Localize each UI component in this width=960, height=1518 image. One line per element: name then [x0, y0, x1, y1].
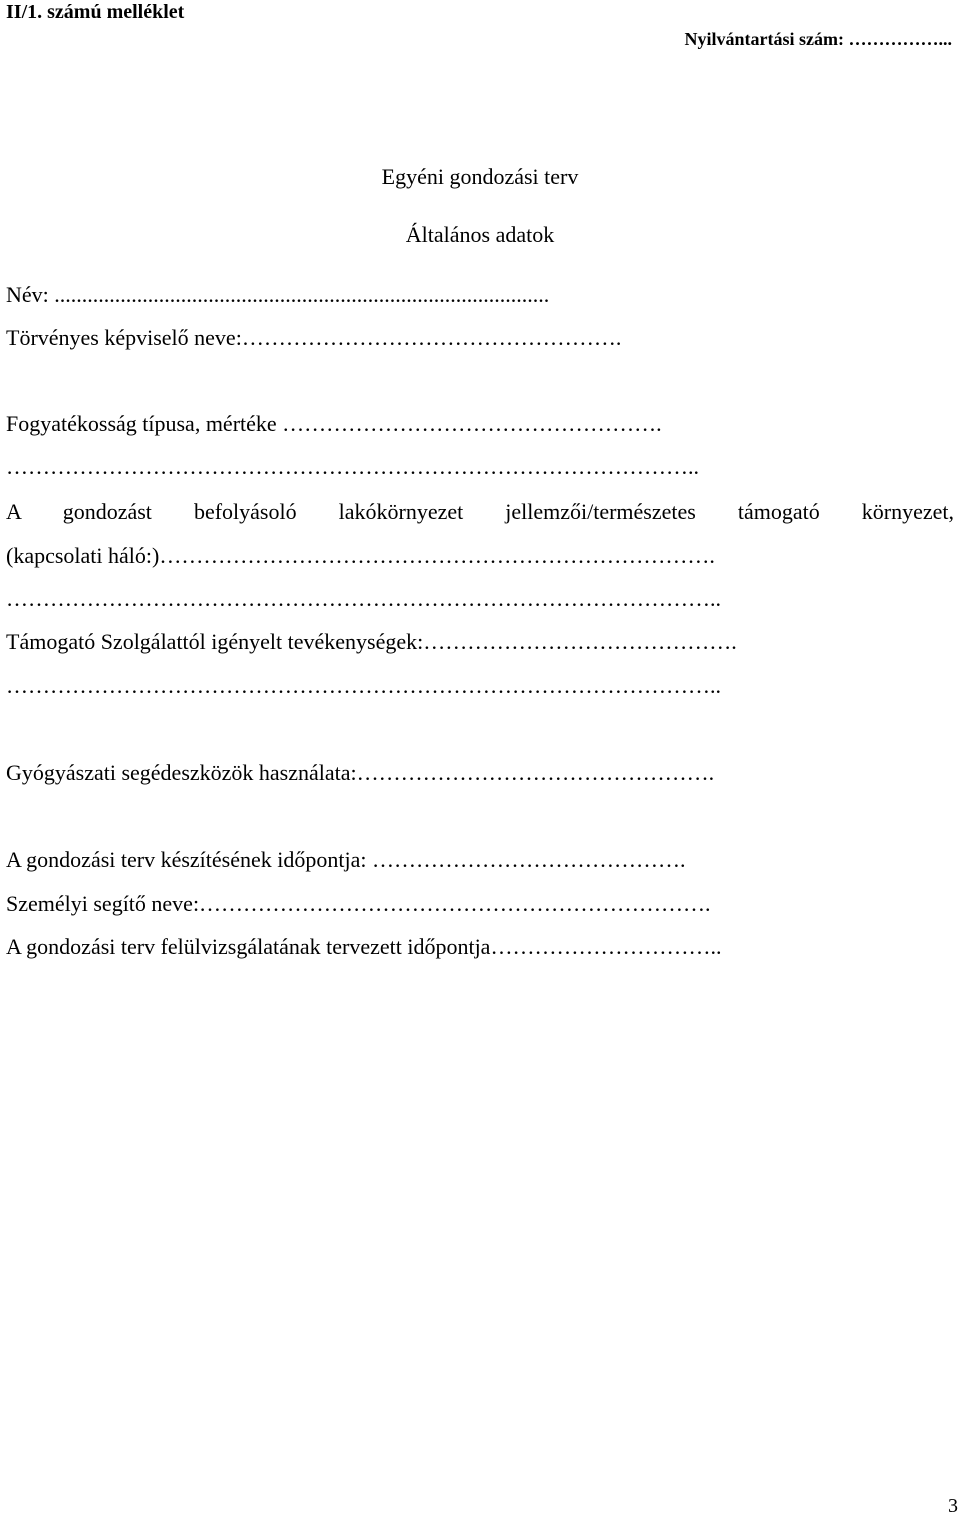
- environment-field-line1: A gondozást befolyásoló lakókörnyezet jellemzői/természetes támogató környezet,: [6, 499, 954, 524]
- disability-field-continuation: …………………………………………………………………………………..: [6, 454, 699, 479]
- plan-date-field: A gondozási terv készítésének időpontja: …………………………………….: [6, 847, 686, 872]
- environment-field-line2: (kapcsolati háló:)………………………………………………………………….: [6, 543, 715, 568]
- legal-representative-field: Törvényes képviselő neve:…………………………………………….: [6, 325, 622, 350]
- registration-number-label: Nyilvántartási szám: ……………...: [684, 29, 952, 49]
- section-title: Általános adatok: [405, 222, 555, 247]
- environment-field-continuation: ……………………………………………………………………………………..: [6, 586, 721, 611]
- disability-field: Fogyatékosság típusa, mértéke …………………………………………….: [6, 411, 662, 436]
- requested-activities-field: Támogató Szolgálattól igényelt tevékenységek:…………………………………….: [6, 629, 737, 654]
- requested-activities-continuation: ……………………………………………………………………………………..: [6, 673, 721, 698]
- helper-name-field: Személyi segítő neve:…………………………………………………………….: [6, 891, 711, 916]
- document-title: Egyéni gondozási terv: [381, 164, 579, 189]
- name-field: Név: ..........................................................................................: [6, 282, 550, 307]
- review-date-field: A gondozási terv felülvizsgálatának tervezett időpontja…………………………..: [6, 934, 722, 959]
- annex-label: II/1. számú melléklet: [6, 1, 185, 23]
- page-number: 3: [948, 1495, 958, 1517]
- medical-aids-field: Gyógyászati segédeszközök használata:………………………………………….: [6, 760, 715, 785]
